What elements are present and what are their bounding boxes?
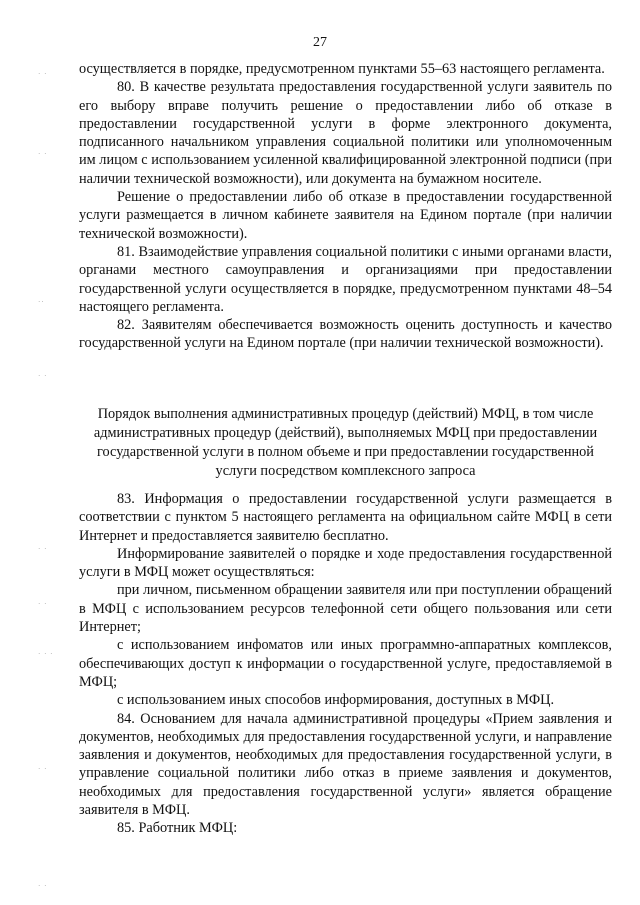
paragraph-84: 84. Основанием для начала административной процедуры «Прием заявления и документов, необходимых для предоставления государственной услуги, и направление заявления и документов, необходимых для предоставления государственной услуги, в управление социальной политики либо отказ в приеме заявления и документов, необходимых для предоставления государственной услуги» является обращение заявителя в МФЦ. xyxy=(79,710,612,819)
scan-artifact-mark: · · · xyxy=(38,650,54,658)
scan-artifact-mark: ·· xyxy=(38,298,45,306)
paragraph-83-personal: при личном, письменном обращении заявителя или при поступлении обращений в МФЦ с использованием ресурсов телефонной сети общего пользования или сети Интернет; xyxy=(79,582,612,636)
text-block-bottom xyxy=(79,490,612,838)
scan-artifact-mark: · · xyxy=(38,882,48,890)
section-heading: Порядок выполнения административных процедур (действий) МФЦ, в том числе административных процедур (действий), выполняемых МФЦ при предоставлении государственной услуги в полном объеме и при предоставлении государственной услуги посредством комплексного запроса xyxy=(93,406,598,479)
scan-artifact-mark: · · xyxy=(38,600,48,608)
page-number: 27 xyxy=(313,35,327,50)
paragraph-80-decision: Решение о предоставлении либо об отказе в предоставлении государственной услуги размещается в личном кабинете заявителя на Едином портале (при наличии технической возможности). xyxy=(79,189,612,242)
paragraph-82: 82. Заявителям обеспечивается возможность оценить доступность и качество государственной услуги на Едином портале (при наличии технической возможности). xyxy=(79,317,612,352)
paragraph-81: 81. Взаимодействие управления социальной политики с иными органами власти, органами местного самоуправления и организациями при предоставлении государственной услуги осуществляется в порядке, предусмотренном пунктами 48–54 настоящего регламента. xyxy=(79,243,612,315)
paragraph-83-other: с использованием иных способов информирования, доступных в МФЦ. xyxy=(117,692,555,709)
paragraph-83: 83. Информация о предоставлении государственной услуги размещается в соответствии с пунктом 5 настоящего регламента на официальном сайте МФЦ в сети Интернет и предоставляется заявителю бесплатно. xyxy=(79,491,612,544)
paragraph-80: 80. В качестве результата предоставления государственной услуги заявитель по его выбору вправе получить решение о предоставлении либо об отказе в предоставлении государственной услуги в форме электронного документа, подписанного начальником управления социальной политики или уполномоченным им лицом с использованием усиленной квалифицированной электронной подписи (при наличии технической возможности), или документа на бумажном носителе. xyxy=(79,79,612,187)
paragraph-83-informing: Информирование заявителей о порядке и ходе предоставления государственной услуги в МФЦ может осуществляться: xyxy=(79,545,612,581)
scan-artifact-mark: · · xyxy=(38,372,48,380)
paragraph-83-infomats: с использованием инфоматов или иных программно-аппаратных комплексов, обеспечивающих доступ к информации о государственной услуге, предоставляемой в МФЦ; xyxy=(79,637,612,690)
paragraph-85: 85. Работник МФЦ: xyxy=(117,820,238,837)
scan-artifact-mark: · · xyxy=(38,545,48,553)
scan-artifact-mark: · · xyxy=(38,70,48,78)
scan-artifact-mark: · · xyxy=(38,765,48,773)
text-block-top xyxy=(79,60,612,353)
paragraph-intro: осуществляется в порядке, предусмотренном пунктами 55–63 настоящего регламента. xyxy=(79,61,605,77)
scan-artifact-mark: · · xyxy=(38,150,48,158)
